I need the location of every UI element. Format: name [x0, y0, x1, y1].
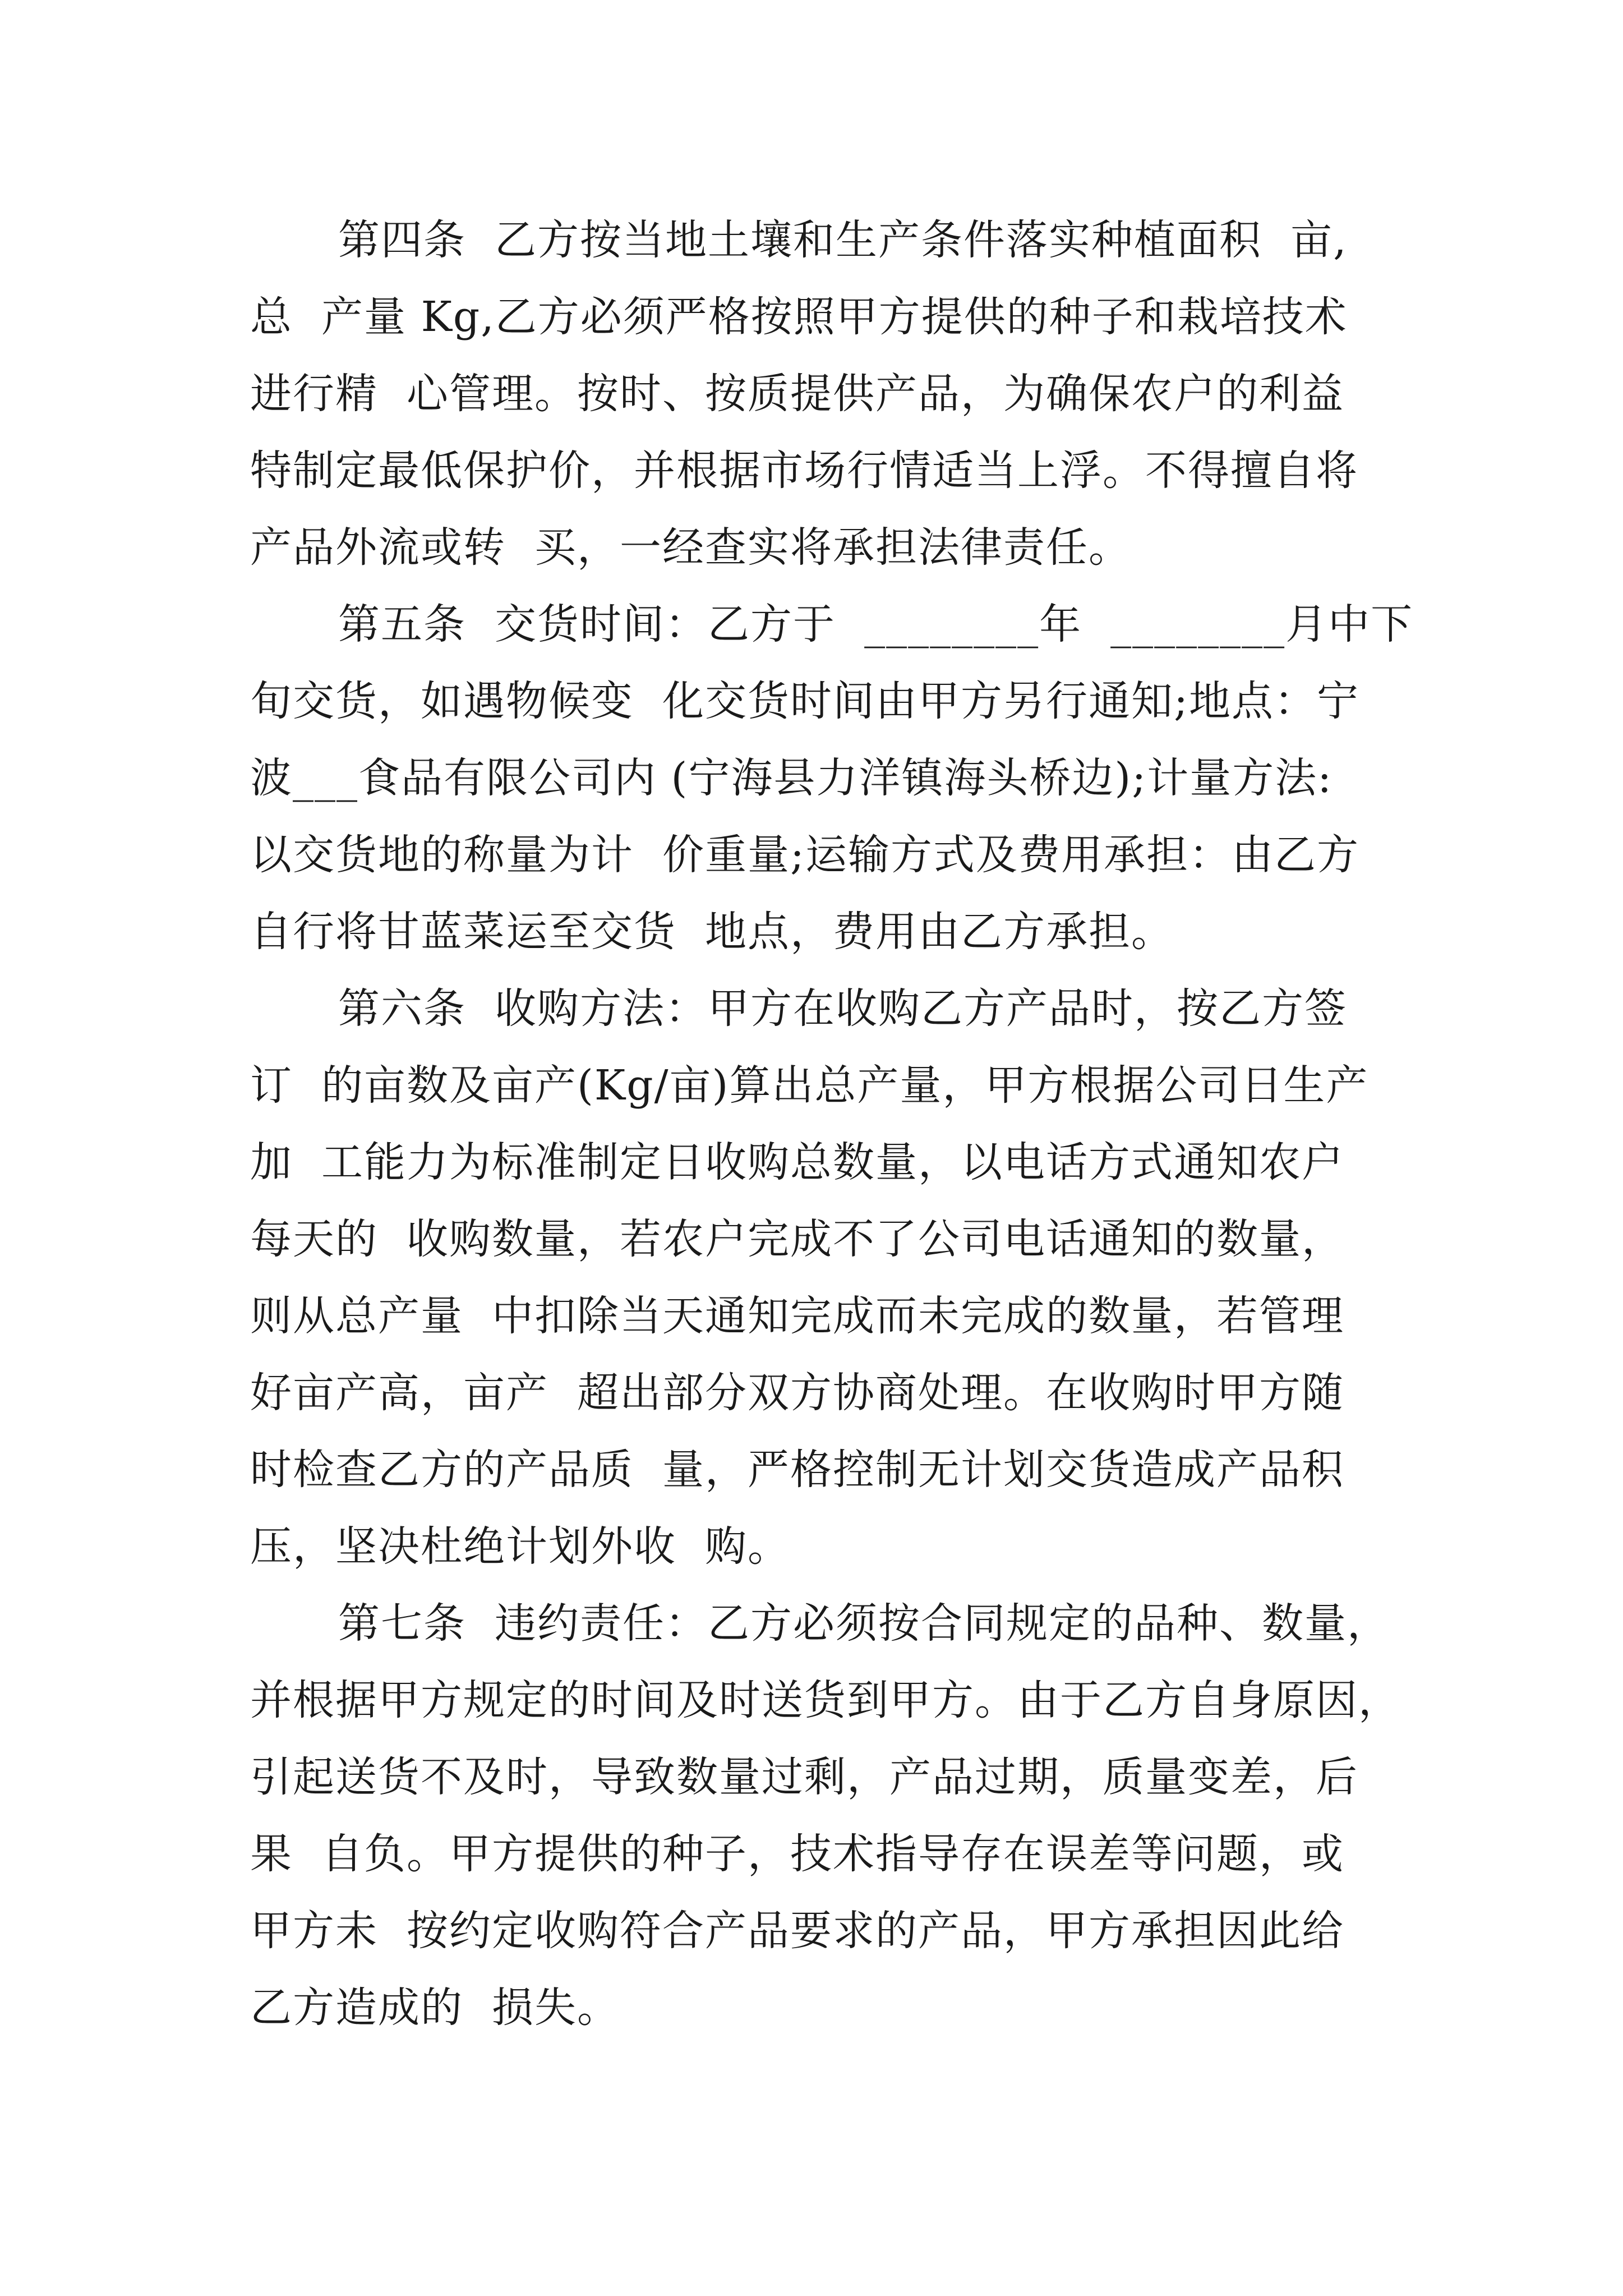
article-4-line-1: 第四条 乙方按当地土壤和生产条件落实种植面积 亩, — [338, 216, 1348, 264]
article-6-line-1: 第六条 收购方法：甲方在收购乙方产品时，按乙方签 — [338, 984, 1348, 1033]
article-4-line-5: 产品外流或转 买，一经查实将承担法律责任。 — [250, 523, 1132, 572]
article-4-line-2: 总 产量 Kg,乙方必须严格按照甲方提供的种子和栽培技术 — [250, 293, 1348, 341]
contract-text-body — [250, 202, 1414, 2046]
article-6-line-5: 则从总产量 中扣除当天通知完成而未完成的数量，若管理 — [250, 1292, 1345, 1340]
article-6-line-3: 加 工能力为标准制定日收购总数量，以电话方式通知农户 — [250, 1138, 1345, 1186]
article-7-line-5: 甲方未 按约定收购符合产品要求的产品，甲方承担因此给 — [250, 1907, 1345, 1955]
article-6-line-7: 时检查乙方的产品质 量，严格控制无计划交货造成产品积 — [250, 1446, 1345, 1494]
article-6-line-4: 每天的 收购数量，若农户完成不了公司电话通知的数量， — [250, 1215, 1345, 1263]
article-7-line-4: 果 自负。甲方提供的种子，技术指导存在误差等问题，或 — [250, 1830, 1345, 1878]
article-7-line-3: 引起送货不及时，导致数量过剩，产品过期，质量变差，后 — [250, 1753, 1358, 1801]
article-4-line-3: 进行精 心管理。按时、按质提供产品，为确保农户的利益 — [250, 370, 1345, 418]
article-5-line-1: 第五条 交货时间：乙方于 ________年 ________月中下 — [338, 600, 1414, 648]
article-6-line-6: 好亩产高，亩产 超出部分双方协商处理。在收购时甲方随 — [250, 1369, 1345, 1417]
article-5-line-3: 波___食品有限公司内 (宁海县力洋镇海头桥边);计量方法: — [250, 754, 1333, 802]
article-5-line-5: 自行将甘蓝菜运至交货 地点，费用由乙方承担。 — [250, 908, 1174, 956]
article-4-line-4: 特制定最低保护价，并根据市场行情适当上浮。不得擅自将 — [250, 447, 1358, 495]
article-7-line-1: 第七条 违约责任：乙方必须按合同规定的品种、数量， — [338, 1599, 1390, 1648]
article-6-line-2: 订 的亩数及亩产(Kg/亩)算出总产量，甲方根据公司日生产 — [250, 1061, 1369, 1110]
article-5-line-2: 旬交货，如遇物候变 化交货时间由甲方另行通知;地点：宁 — [250, 677, 1359, 725]
article-6-line-8: 压，坚决杜绝计划外收 购。 — [250, 1522, 791, 1571]
article-7-line-2: 并根据甲方规定的时间及时送货到甲方。由于乙方自身原因， — [250, 1676, 1401, 1724]
article-5-line-4: 以交货地的称量为计 价重量;运输方式及费用承担：由乙方 — [250, 831, 1359, 879]
article-7-line-6: 乙方造成的 损失。 — [250, 1984, 620, 2032]
